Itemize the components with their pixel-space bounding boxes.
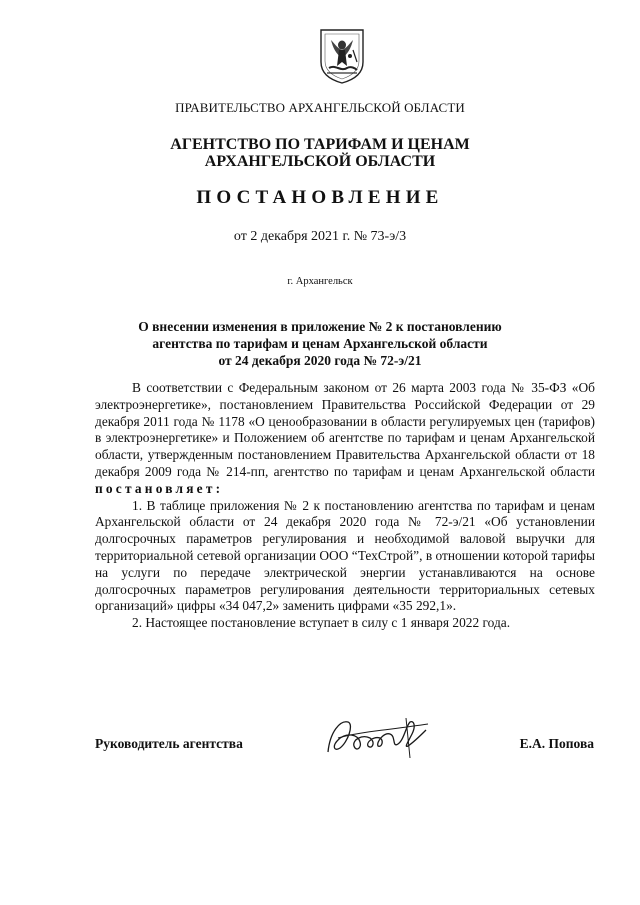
document-city: г. Архангельск bbox=[287, 276, 353, 287]
agency-name-line1: АГЕНТСТВО ПО ТАРИФАМ И ЦЕНАМ bbox=[170, 136, 470, 153]
resolves-word: постановляет: bbox=[95, 480, 224, 496]
item-2-paragraph: 2. Настоящее постановление вступает в силу с 1 января 2022 года. bbox=[132, 615, 511, 631]
signatory-name: Е.А. Попова bbox=[519, 736, 594, 751]
coat-of-arms-icon bbox=[317, 28, 367, 84]
document-body bbox=[95, 380, 595, 632]
document-date-number: от 2 декабря 2021 г. № 73-э/3 bbox=[233, 229, 407, 244]
item-1-paragraph: 1. В таблице приложения № 2 к постановлению агентства по тарифам и ценам Архангельской области от 24 декабря 2020 года № 72-э/21 «Об установлении долгосрочных параметров регулирования и необходимой валовой выручки для территориальной сетевой организации ООО “ТехСтрой”, в отношении которой тарифы на услуги по передаче электрической энергии устанавливаются на основе долгосрочных параметров регулирования деятельности территориальных сетевых организаций» цифры «34 047,2» заменить цифрами «35 292,1». bbox=[95, 497, 595, 614]
government-name: ПРАВИТЕЛЬСТВО АРХАНГЕЛЬСКОЙ ОБЛАСТИ bbox=[175, 100, 465, 115]
subject-line3: от 24 декабря 2020 года № 72-э/21 bbox=[218, 353, 422, 368]
agency-name-line2: АРХАНГЕЛЬСКОЙ ОБЛАСТИ bbox=[204, 153, 436, 170]
agency-name bbox=[0, 136, 640, 170]
preamble-paragraph bbox=[95, 380, 595, 498]
document-subject bbox=[0, 318, 640, 369]
handwritten-signature-icon bbox=[318, 712, 436, 764]
subject-line1: О внесении изменения в приложение № 2 к постановлению bbox=[138, 319, 502, 334]
signatory-position: Руководитель агентства bbox=[95, 736, 243, 751]
document-type: ПОСТАНОВЛЕНИЕ bbox=[196, 187, 444, 208]
preamble-text: В соответствии с Федеральным законом от 26 марта 2003 года № 35-ФЗ «Об электроэнергетике», постановлением Правительства Российской Федерации от 29 декабря 2011 года № 1178 «О ценообразовании в области регулируемых цен (тарифов) в электроэнергетике» и Положением об агентстве по тарифам и ценам Архангельской области, утвержденным постановлением Правительства Архангельской области от 18 декабря 2009 года № 214-пп, агентство по тарифам и ценам Архангельской области bbox=[95, 380, 595, 479]
subject-line2: агентства по тарифам и ценам Архангельской области bbox=[152, 336, 488, 351]
